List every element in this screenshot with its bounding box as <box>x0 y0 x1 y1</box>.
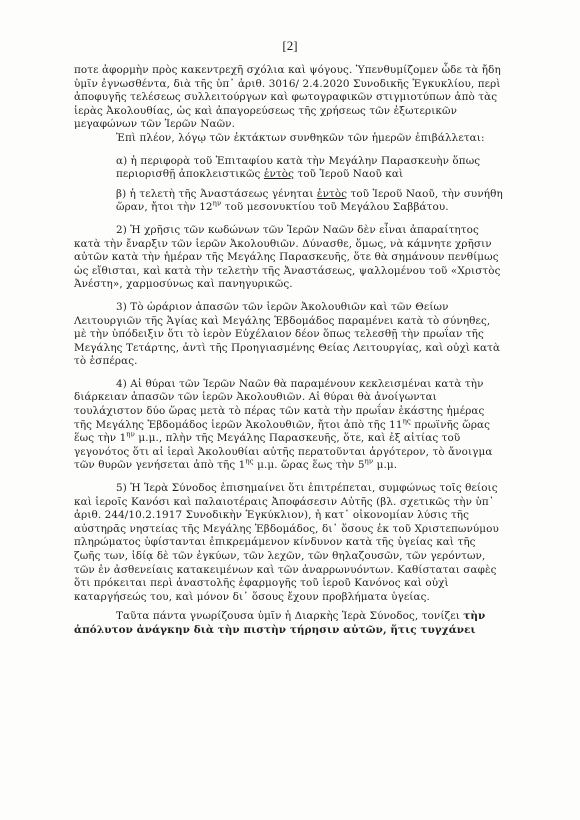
emphasized-text: τὴν ἀπόλυτον ἀνάγκην διὰ τὴν πιστὴν τήρησιν αὐτῶν, ἥτις τυγχάνει <box>74 610 486 636</box>
underlined-word: ἐντὸς <box>263 168 295 181</box>
item-3-paragraph: 3) Τὸ ὡράριον ἁπασῶν τῶν ἱερῶν Ἀκολουθιῶν καὶ τῶν Θείων Λειτουργιῶν τῆς Ἁγίας καὶ Μεγάλης Ἑβδομάδος παραμένει κατὰ τὸ σύνηθες, μὲ τὴν ὑπόδειξιν ὅτι τὸ ἱερὸν Εὐχέλαιον δέον ὅπως τελεσθῇ τὴν πρωΐαν τῆς Μεγάλης Τετάρτης, ἀντὶ τῆς Προηγιασμένης Θείας Λειτουργίας, καὶ οὐχὶ κατὰ τὸ ἑσπέρας. <box>74 300 501 368</box>
item-2-paragraph: 2) Ἡ χρῆσις τῶν κωδώνων τῶν Ἱερῶν Ναῶν δὲν εἶναι ἀπαραίτητος κατὰ τὴν ἔναρξιν τῶν ἱερῶν Ἀκολουθιῶν. Δύνασθε, ὅμως, νὰ κάμνητε χρῆσιν αὐτῶν κατὰ τὴν ἡμέραν τῆς Μεγάλης Παρασκευῆς, ὅτε θὰ σημάνουν πενθίμως ὡς εἴθισται, καὶ κατὰ τὴν τελετὴν τῆς Ἀναστάσεως, ψαλλομένου τοῦ «Χριστὸς Ἀνέστη», χαρμοσύνως καὶ πανηγυρικῶς. <box>74 223 501 291</box>
item-4-paragraph: 4) Αἱ θύραι τῶν Ἱερῶν Ναῶν θὰ παραμένουν κεκλεισμέναι κατὰ τὴν διάρκειαν ἁπασῶν τῶν ἱερῶν Ἀκολουθιῶν. Αἱ θύραι θὰ ἀνοίγωνται τουλάχιστον δύο ὥρας μετὰ τὸ πέρας τῶν κατὰ τὴν πρωΐαν ἑκάστης ἡμέρας τῆς Μεγάλης Ἑβδομάδος ἱερῶν Ἀκολουθιῶν, ἤτοι ἀπὸ τῆς $11^{\eta\varsigma}$ πρωϊνῆς ὥρας ἕως τὴν $1^{\eta\nu}$ μ.μ., πλὴν τῆς Μεγάλης Παρασκευῆς, ὅτε, καὶ ἐξ αἰτίας τοῦ γεγονότος ὅτι αἱ ἱεραὶ Ἀκολουθίαι αὐτῆς περατοῦνται ἀργότερον, τὸ ἄνοιγμα τῶν θυρῶν γενήσεται ἀπὸ τῆς $1^{\eta\varsigma}$ μ.μ. ὥρας ἕως τὴν $5^{\eta\nu}$ μ.μ. <box>74 377 493 472</box>
intro-lead-paragraph: Ἐπὶ πλέον, λόγῳ τῶν ἐκτάκτων συνθηκῶν τῶν ἡμερῶν ἐπιβάλλεται: <box>116 131 485 144</box>
underlined-word: ἐντὸς <box>316 187 348 200</box>
item-1a-paragraph: α) ἡ περιφορὰ τοῦ Ἐπιταφίου κατὰ τὴν Μεγάλην Παρασκευὴν ὅπως περιορισθῇ ἀποκλειστικῶς ἐντὸς τοῦ Ἱεροῦ Ναοῦ καὶ <box>116 154 481 181</box>
closing-paragraph: Ταῦτα πάντα γνωρίζουσα ὑμῖν ἡ Διαρκὴς Ἱερὰ Σύνοδος, τονίζει τὴν ἀπόλυτον ἀνάγκην διὰ τὴν πιστὴν τήρησιν αὐτῶν, ἥτις τυγχάνει <box>74 610 486 636</box>
intro-paragraph: ποτε ἀφορμὴν πρὸς κακεντρεχῆ σχόλια καὶ ψόγους. Ὑπενθυμίζομεν ὧδε τὰ ἤδη ὑμῖν ἐγνωσθέντα, διὰ τῆς ὑπ᾽ ἀριθ. 3016/ 2.4.2020 Συνοδικῆς Ἐγκυκλίου, περὶ ἀποφυγῆς τελέσεως συλλειτούργων καὶ φωτογραφικῶν στιγμιοτύπων ἀπὸ τὰς ἱερὰς Ἀκολουθίας, ὡς καὶ ἀπαγορεύσεως τῆς χρήσεως τῶν ἐξωτερικῶν μεγαφώνων τῶν Ἱερῶν Ναῶν. <box>74 64 501 131</box>
item-1b-paragraph: β) ἡ τελετὴ τῆς Ἀναστάσεως γένηται ἐντὸς τοῦ Ἱεροῦ Ναοῦ, τὴν συνήθη ὥραν, ἤτοι τὴν $12^{\eta\nu}$ τοῦ μεσονυκτίου τοῦ Μεγάλου Σαββάτου. <box>116 187 503 214</box>
document-body <box>74 64 504 638</box>
item-5-paragraph: 5) Ἡ Ἱερὰ Σύνοδος ἐπισημαίνει ὅτι ἐπιτρέπεται, συμφώνως τοῖς θείοις καὶ ἱεροῖς Κανόσι καὶ παλαιοτέραις Ἀποφάσεσιν Αὐτῆς (βλ. σχετικῶς τὴν ὑπ᾽ ἀριθ. 244/10.2.1917 Συνοδικὴν Ἐγκύκλιον), ἡ κατ᾽ οἰκονομίαν λύσις τῆς αὐστηρᾶς νηστείας τῆς Μεγάλης Ἑβδομάδος, δι᾽ ὅσους ἐκ τοῦ Χριστεπωνύμου πληρώματος ὑφίστανται ἐπικρεμάμενον κίνδυνον κατὰ τῆς ὑγείας καὶ τῆς ζωῆς των, ἰδίᾳ δὲ τῶν ἐγκύων, τῶν λεχῶν, τῶν θηλαζουσῶν, τῶν γερόντων, τῶν ἐν ἀσθενείαις κατακειμένων καὶ τῶν ἀναρρωνυόντων. Καθίσταται σαφὲς ὅτι πρόκειται περὶ ἀναστολῆς ἐφαρμογῆς τοῦ ἱεροῦ Κανόνος καὶ οὐχὶ καταργήσεώς του, καὶ μόνον δι᾽ ὅσους ἔχουν προβλήματα ὑγείας. <box>74 482 499 603</box>
page-number: [2] <box>282 38 298 53</box>
